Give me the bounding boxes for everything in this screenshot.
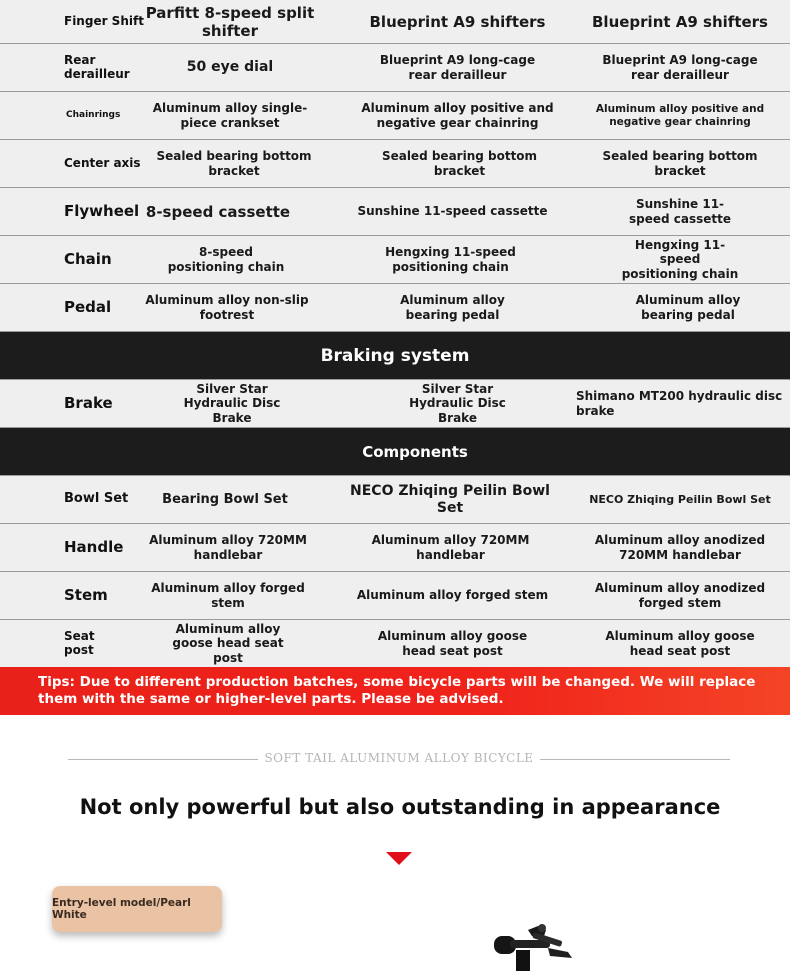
spec-cell: Aluminum alloy forged stem [151, 581, 305, 610]
spec-cell: Aluminum alloy goose head seat post [172, 621, 284, 665]
row-label: Flywheel [64, 201, 140, 220]
row-label: Brake [64, 393, 113, 412]
spec-cell: Bearing Bowl Set [162, 491, 288, 507]
spec-cell: Sealed bearing bottom bracket [381, 149, 538, 178]
spec-cell: Aluminum alloy 720MM handlebar [149, 533, 307, 562]
divider-line [68, 759, 258, 760]
section-header-components [0, 428, 790, 476]
spec-cell: Silver Star Hydraulic Disc Brake [409, 381, 506, 425]
table-row [0, 44, 790, 92]
spec-cell: Parfitt 8-speed split shifter [145, 3, 315, 40]
row-label: Chainrings [66, 110, 121, 121]
row-label: Finger Shift [64, 13, 144, 28]
spec-cell: NECO Zhiqing Peilin Bowl Set [350, 482, 550, 516]
spec-cell: NECO Zhiqing Peilin Bowl Set [589, 492, 771, 506]
table-row [0, 0, 790, 44]
spec-cell: Aluminum alloy positive and negative gear chainring [595, 102, 765, 128]
spec-cell: Aluminum alloy forged stem [356, 588, 549, 603]
spec-cell: 8-speed positioning chain [167, 245, 285, 274]
divider-text: SOFT TAIL ALUMINUM ALLOY BICYCLE [264, 751, 534, 765]
spec-cell: Aluminum alloy non-slip footrest [145, 293, 309, 322]
spec-cell: Aluminum alloy positive and negative gear chainring [361, 101, 554, 130]
spec-cell: Hengxing 11-speed positioning chain [621, 237, 739, 281]
table-row [0, 92, 790, 140]
section-header-braking [0, 332, 790, 380]
spec-cell: Sealed bearing bottom bracket [156, 149, 312, 178]
table-row [0, 476, 790, 524]
bike-handlebar-image [480, 918, 590, 971]
spec-cell: Aluminum alloy anodized 720MM handlebar [594, 533, 766, 562]
tips-banner: Tips: Due to different production batches, some bicycle parts will be changed. We will replace them with the same or higher-level parts. Please be advised. [0, 667, 790, 715]
table-row [0, 284, 790, 332]
table-row [0, 524, 790, 572]
row-label: Seat post [64, 628, 95, 657]
spec-cell: Sealed bearing bottom bracket [602, 149, 758, 178]
table-row [0, 380, 790, 428]
spec-cell: Aluminum alloy bearing pedal [400, 293, 505, 322]
spec-cell: Sunshine 11-speed cassette [357, 204, 548, 219]
table-row [0, 572, 790, 620]
spec-cell: Hengxing 11-speed positioning chain [385, 245, 516, 274]
section-title: Components [362, 442, 468, 461]
spec-cell: Aluminum alloy single-piece crankset [152, 101, 308, 130]
spec-cell: Aluminum alloy 720MM handlebar [371, 533, 530, 562]
arrow-down-icon [386, 852, 412, 865]
spec-cell: Blueprint A9 long-cage rear derailleur [379, 53, 536, 82]
row-label: Chain [64, 249, 112, 268]
spec-cell: 50 eye dial [186, 59, 274, 76]
section-title: Braking system [320, 345, 470, 366]
table-row [0, 620, 790, 668]
section-divider [68, 750, 730, 770]
row-label: Center axis [64, 155, 141, 170]
table-row [0, 188, 790, 236]
spec-cell: 8-speed cassette [145, 202, 291, 221]
spec-cell: Aluminum alloy goose head seat post [377, 629, 528, 658]
spec-cell: Sunshine 11-speed cassette [628, 197, 732, 226]
spec-cell: Aluminum alloy goose head seat post [605, 629, 755, 658]
spec-cell: Aluminum alloy bearing pedal [635, 293, 741, 322]
page-headline: Not only powerful but also outstanding in appearance [79, 795, 721, 819]
spec-cell: Silver Star Hydraulic Disc Brake [183, 381, 281, 425]
row-label: Rear derailleur [64, 52, 130, 81]
spec-cell: Blueprint A9 long-cage rear derailleur [602, 53, 758, 82]
table-row [0, 140, 790, 188]
divider-line [540, 759, 730, 760]
spec-cell: Blueprint A9 shifters [592, 12, 768, 31]
row-label: Bowl Set [64, 491, 129, 507]
spec-cell: Blueprint A9 shifters [369, 12, 546, 31]
row-label: Pedal [64, 297, 112, 316]
row-label: Stem [64, 585, 108, 604]
model-badge-button[interactable]: Entry-level model/Pearl White [52, 886, 222, 932]
row-label: Handle [64, 537, 124, 556]
table-row [0, 236, 790, 284]
spec-cell: Shimano MT200 hydraulic disc brake [576, 389, 783, 418]
spec-cell: Aluminum alloy anodized forged stem [594, 581, 766, 610]
